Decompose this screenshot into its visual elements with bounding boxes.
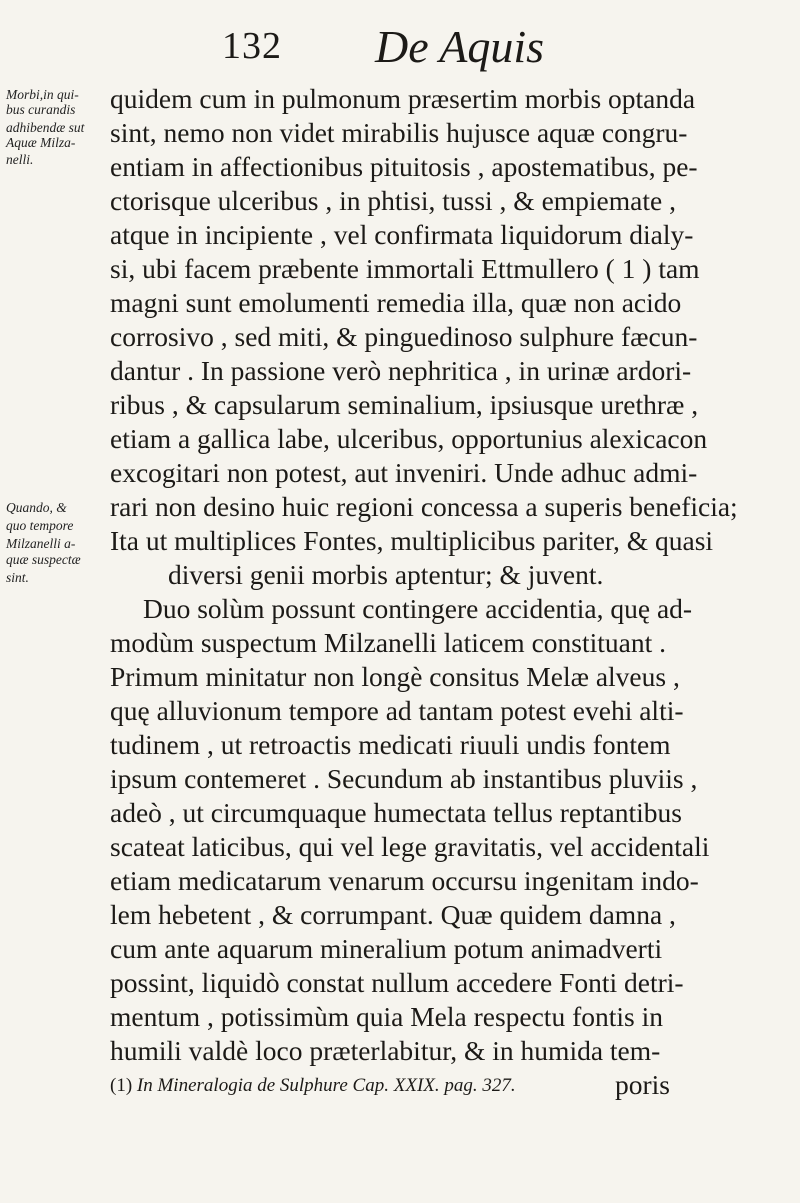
text-line: corrosivo , sed miti, & pinguedinoso sulphure fæcun- [110,321,698,352]
margin-note-line: quæ suspectæ [6,552,81,567]
text-line: adeò , ut circumquaque humectata tellus reptantibus [110,797,682,828]
text-line: ctorisque ulceribus , in phtisi, tussi , & empiemate , [110,185,676,216]
text-line: sint, nemo non videt mirabilis hujusce aquæ congru- [110,117,688,148]
text-line: lem hebetent , & corrumpant. Quæ quidem damna , [110,899,676,930]
page-number: 132 [222,25,282,67]
footnote [110,1075,516,1097]
text-line: Primum minitatur non longè consitus Melæ alveus , [110,661,680,692]
text-line: si, ubi facem præbente immortali Ettmullero ( 1 ) tam [110,253,700,284]
running-head: De Aquis [375,21,545,72]
text-line: possint, liquidò constat nullum accedere Fonti detri- [110,967,684,998]
footnote-mark: (1) [110,1075,133,1096]
text-line: Duo solùm possunt contingere accidentia, quę ad- [143,593,693,624]
text-line: modùm suspectum Milzanelli laticem constituant . [110,627,667,658]
margin-note-line: quo tempore [6,518,74,533]
text-line: quidem cum in pulmonum præsertim morbis optanda [110,83,696,114]
text-line: poris [615,1069,670,1100]
text-line: tudinem , ut retroactis medicati riuuli undis fontem [110,729,671,760]
page-header [0,20,800,72]
text-line: cum ante aquarum mineralium potum animadverti [110,933,663,964]
text-line: dantur . In passione verò nephritica , in urinæ ardori- [110,355,692,386]
text-line: ribus , & capsularum seminalium, ipsiusque urethræ , [110,389,699,420]
text-line: etiam a gallica labe, ulceribus, opportunius alexicacon [110,423,708,454]
text-line: diversi genii morbis aptentur; & juvent. [168,559,604,590]
margin-note-line: Quando, & [6,500,67,515]
text-line: atque in incipiente , vel confirmata liquidorum dialy- [110,219,694,250]
margin-note-line: Milzanelli a- [6,536,76,551]
text-line: excogitari non potest, aut inveniri. Unde adhuc admi- [110,457,698,488]
margin-note-line: bus curandis [6,102,76,117]
margin-note-line: nelli. [6,152,34,167]
text-line: scateat laticibus, qui vel lege gravitatis, vel accidentali [110,831,710,862]
margin-note-line: Aquæ Milza- [6,135,76,150]
text-line: quę alluvionum tempore ad tantam potest evehi alti- [110,695,684,726]
margin-note-line: adhibendæ sut [6,120,85,135]
margin-note-line: sint. [6,570,29,585]
text-line: Ita ut multiplices Fontes, multiplicibus pariter, & quasi [110,525,714,556]
text-line: magni sunt emolumenti remedia illa, quæ non acido [110,287,682,318]
margin-note-line: Morbi,in qui- [6,87,79,102]
text-line: entiam in affectionibus pituitosis , apostematibus, pe- [110,151,698,182]
text-line: ipsum contemeret . Secundum ab instantibus pluviis , [110,763,698,794]
footnote-text: In Mineralogia de Sulphure Cap. XXIX. pag. 327. [136,1075,516,1096]
text-line: humili valdè loco præterlabitur, & in humida tem- [110,1035,661,1066]
text-line: etiam medicatarum venarum occursu ingenitam indo- [110,865,699,896]
text-line: mentum , potissimùm quia Mela respectu fontis in [110,1001,663,1032]
text-line: rari non desino huic regioni concessa a superis beneficia; [110,491,738,522]
